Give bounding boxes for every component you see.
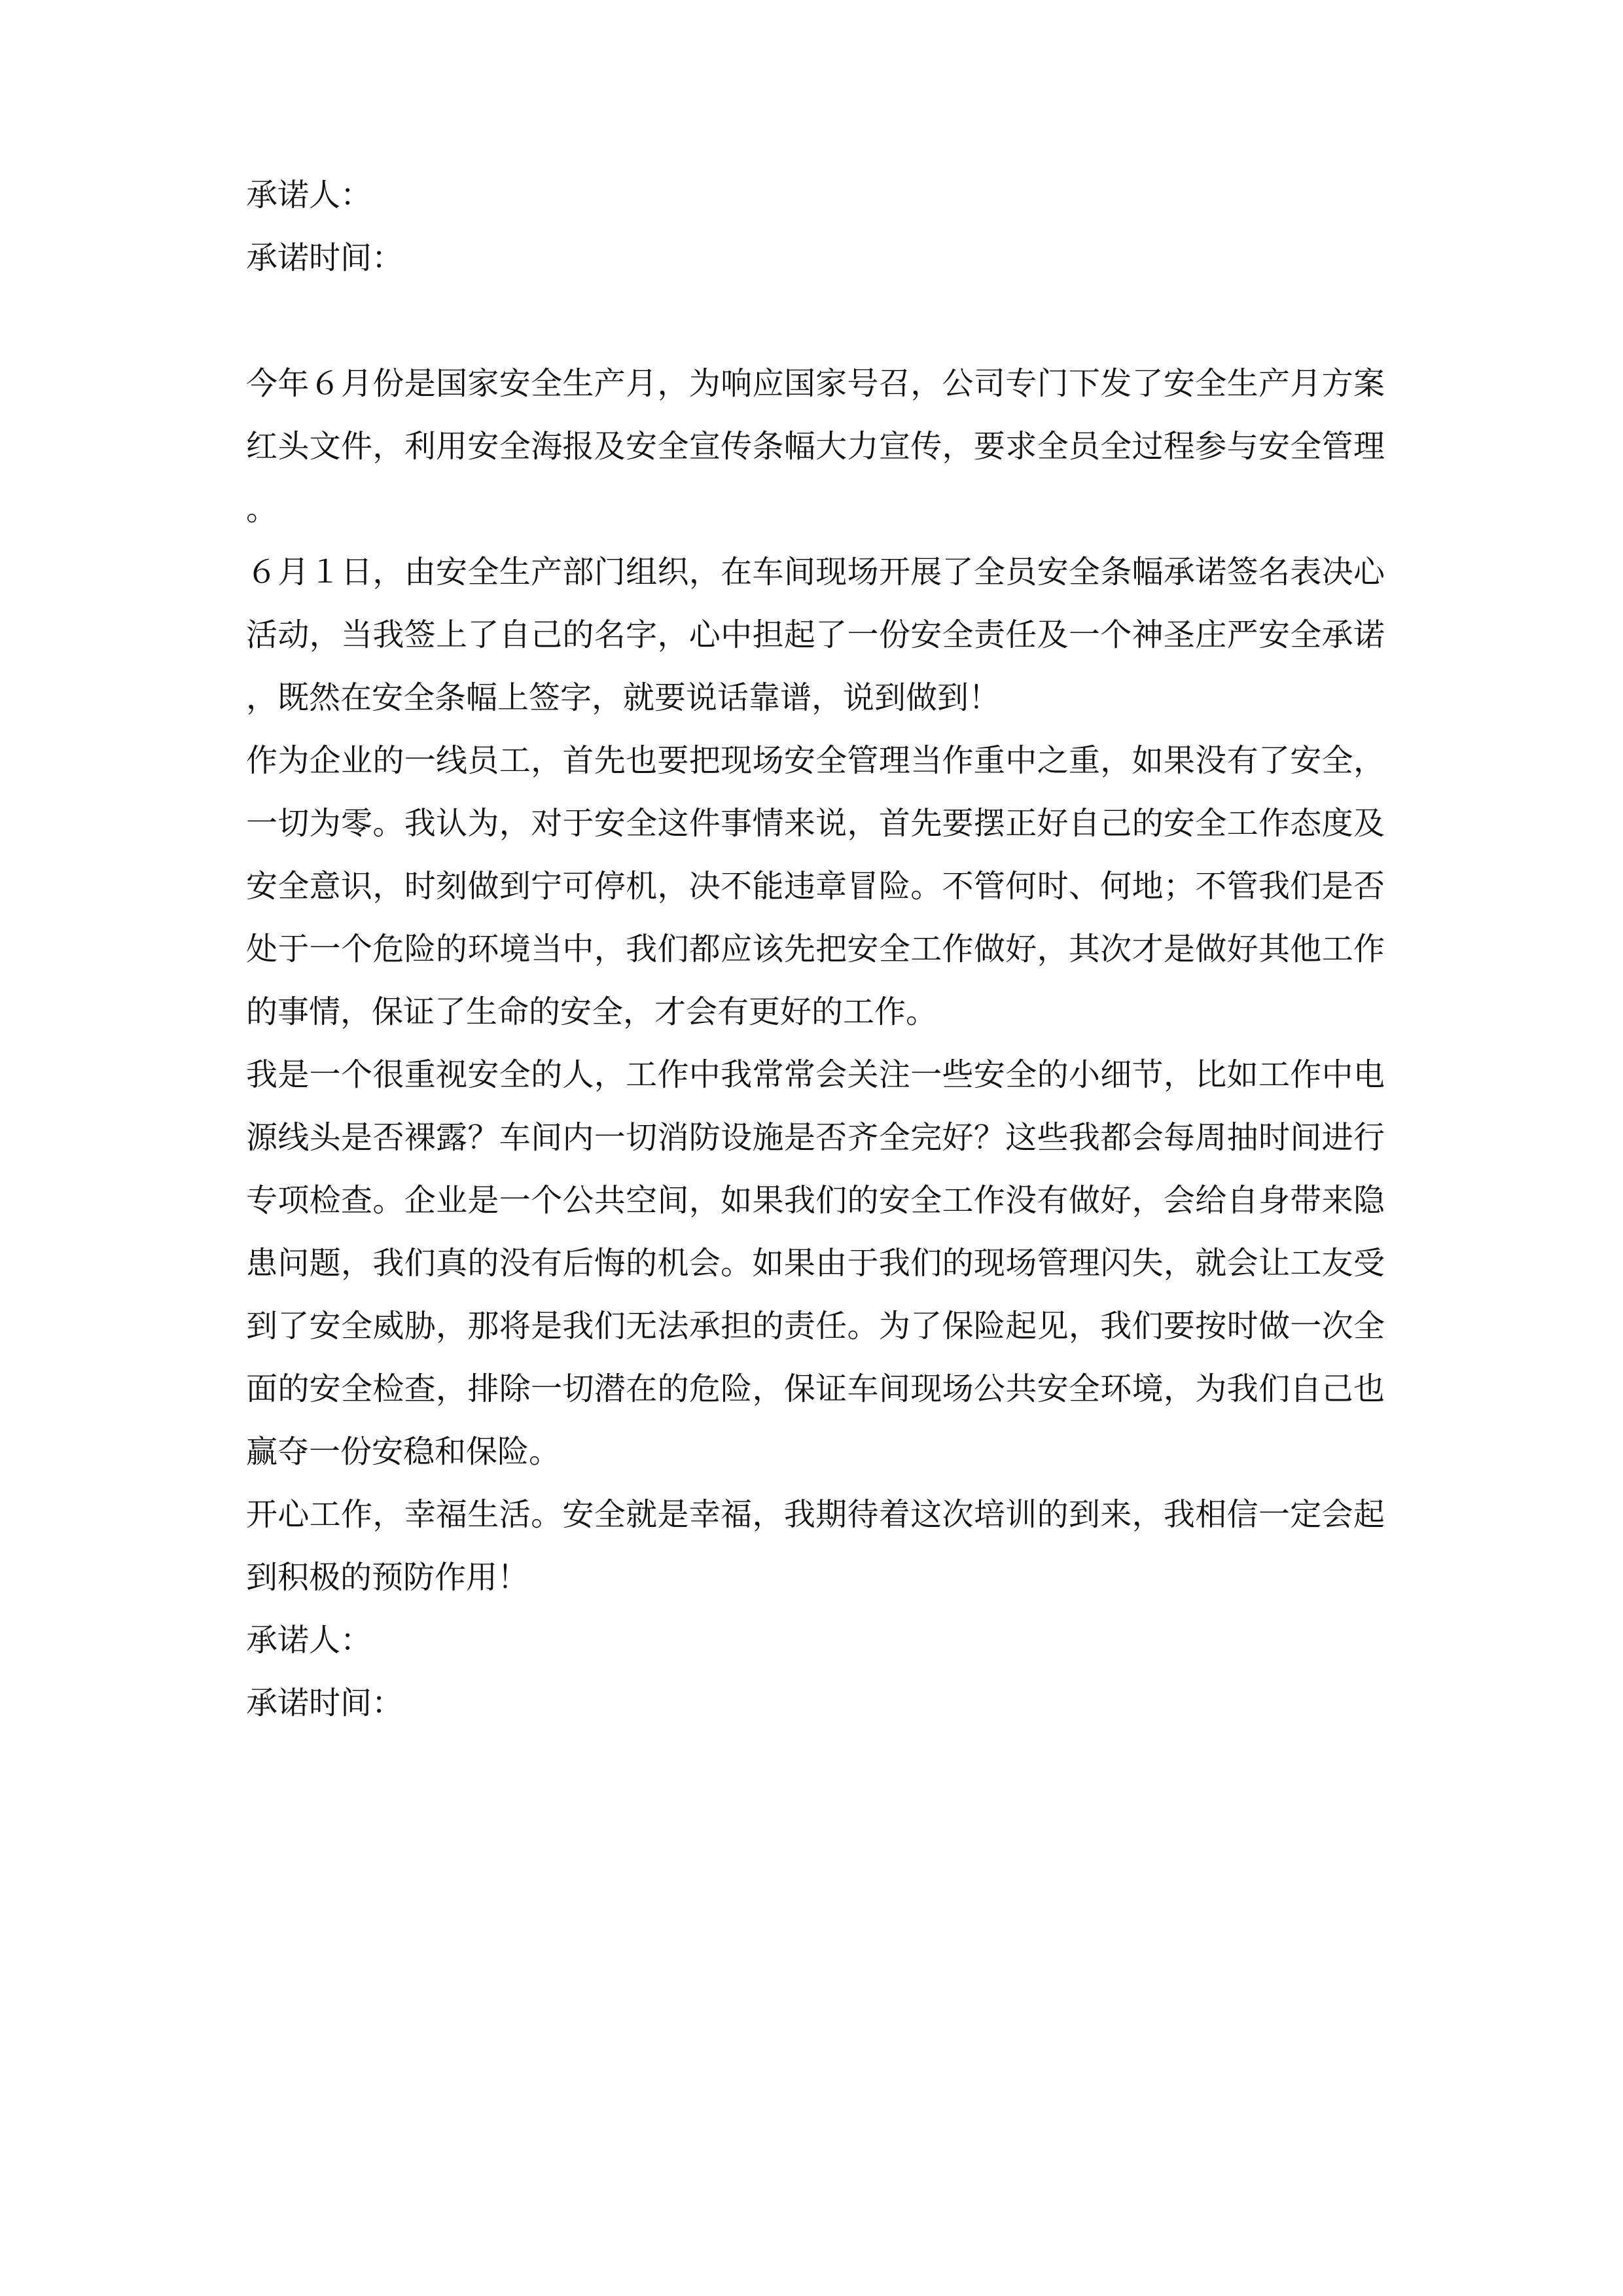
paragraph-conclusion: 开心工作，幸福生活。安全就是幸福，我期待着这次培训的到来，我相信一定会起到积极的预防作用！: [246, 1496, 1385, 1596]
paragraph-safety-month: 今年６月份是国家安全生产月，为响应国家号召，公司专门下发了安全生产月方案红头文件，利用安全海报及安全宣传条幅大力宣传，要求全员全过程参与安全管理。: [246, 365, 1385, 528]
paragraph-signing-activity: ６月１日，由安全生产部门组织，在车间现场开展了全员安全条幅承诺签名表决心活动，当我签上了自己的名字，心中担起了一份安全责任及一个神圣庄严安全承诺，既然在安全条幅上签字，就要说话靠谱，说到做到！: [246, 554, 1385, 716]
paragraph-frontline-duty: 作为企业的一线员工，首先也要把现场安全管理当作重中之重，如果没有了安全，一切为零。我认为，对于安全这件事情来说，首先要摆正好自己的安全工作态度及安全意识，时刻做到宁可停机，决不能违章冒险。不管何时、何地；不管我们是否处于一个危险的环境当中，我们都应该先把安全工作做好，其次才是做好其他工作的事情，保证了生命的安全，才会有更好的工作。: [246, 742, 1385, 1030]
document-body: [246, 164, 1385, 1734]
header-date-label: 承诺时间：: [246, 240, 404, 276]
footer-date-label: 承诺时间：: [246, 1685, 404, 1721]
footer-promisor-label: 承诺人：: [246, 1622, 372, 1659]
paragraph-safety-checks: 我是一个很重视安全的人，工作中我常常会关注一些安全的小细节，比如工作中电源线头是否裸露？车间内一切消防设施是否齐全完好？这些我都会每周抽时间进行专项检查。企业是一个公共空间，如果我们的安全工作没有做好，会给自身带来隐患问题，我们真的没有后悔的机会。如果由于我们的现场管理闪失，就会让工友受到了安全威胁，那将是我们无法承担的责任。为了保险起见，我们要按时做一次全面的安全检查，排除一切潜在的危险，保证车间现场公共安全环境，为我们自己也赢夺一份安稳和保险。: [246, 1056, 1385, 1470]
header-promisor-label: 承诺人：: [246, 177, 372, 213]
spacer: [246, 289, 1385, 352]
